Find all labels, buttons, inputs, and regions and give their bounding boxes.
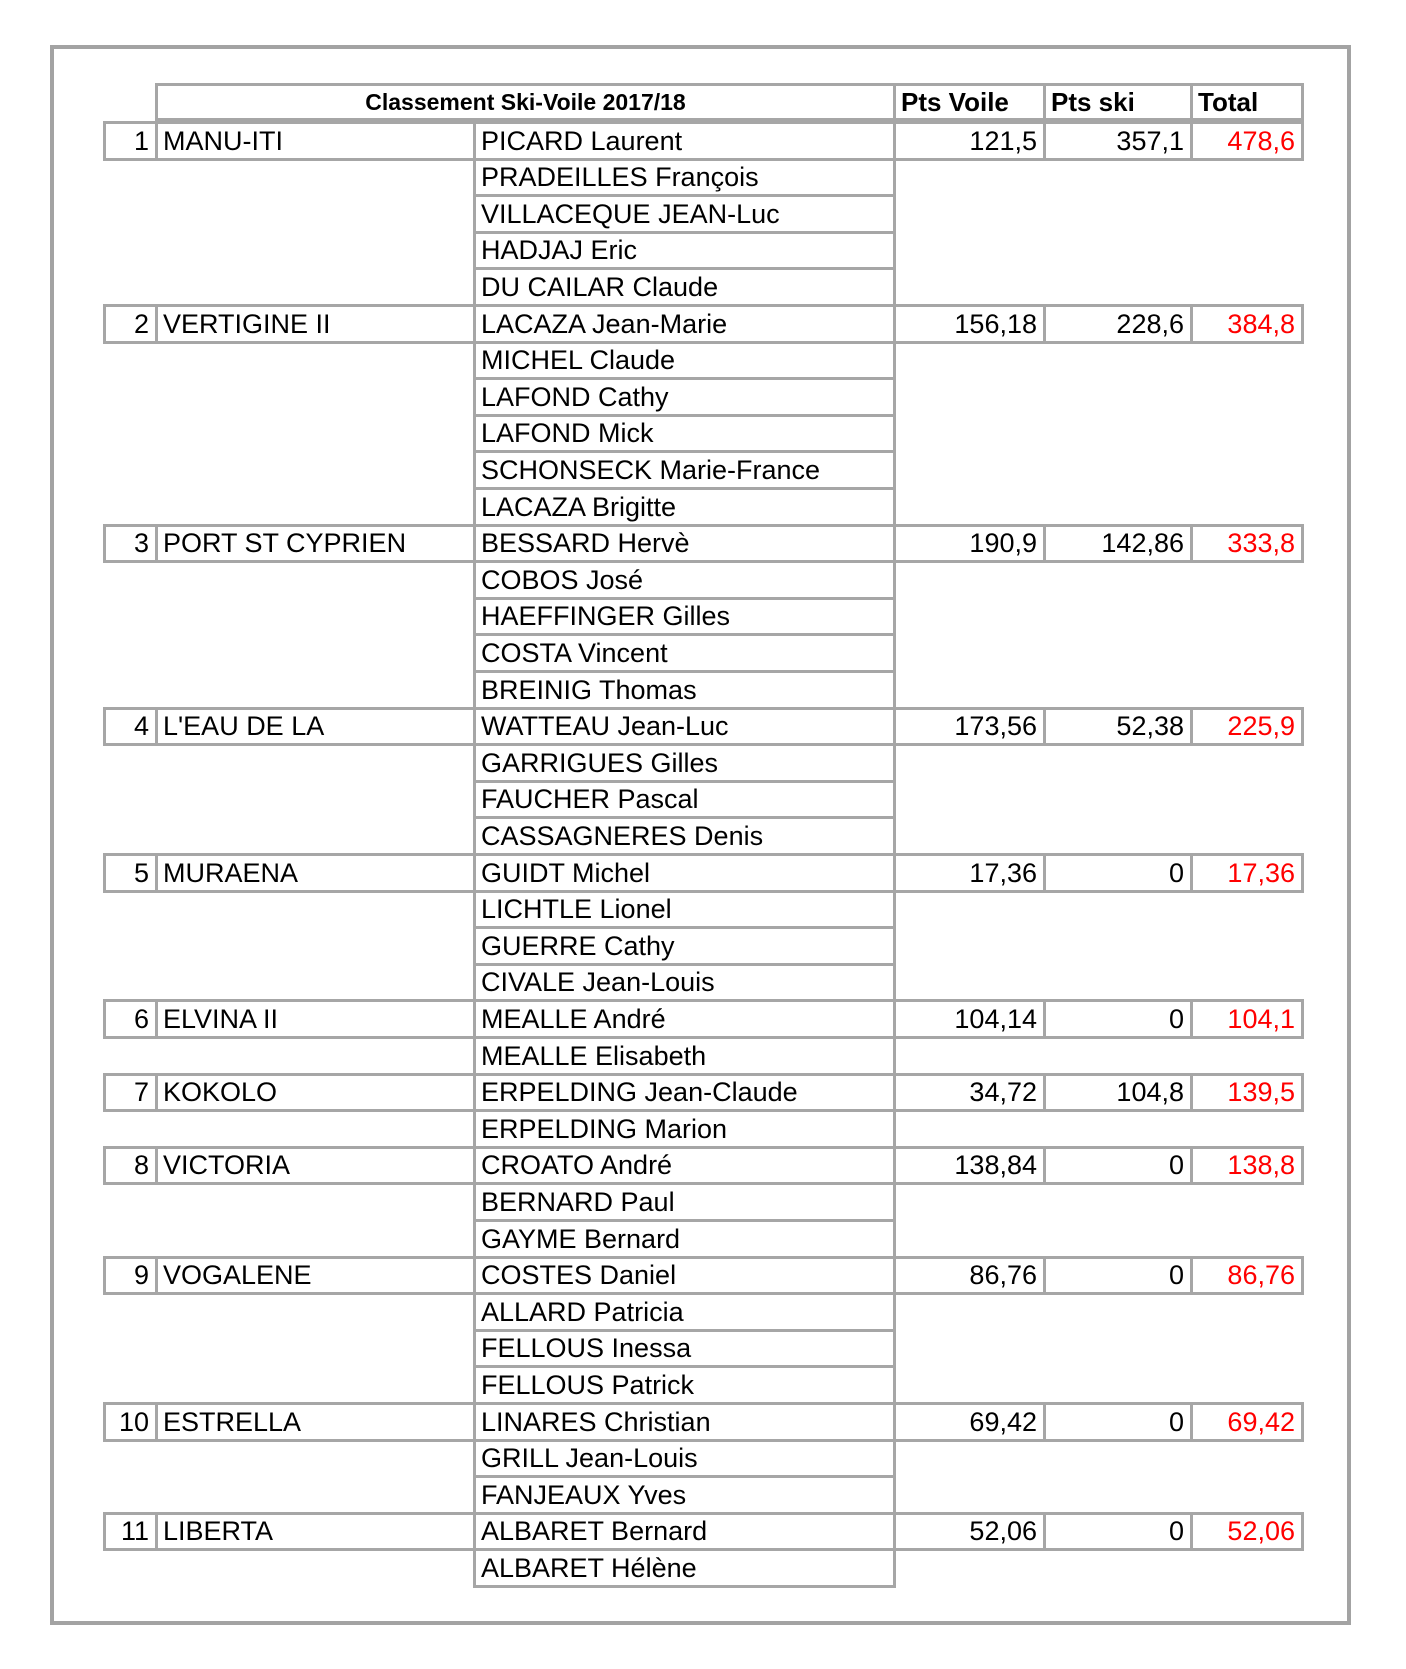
team-pts-voile: 69,42: [893, 1402, 1046, 1442]
team-member: DU CAILAR Claude: [473, 267, 896, 307]
team-member: LAFOND Mick: [473, 414, 896, 453]
team-pts-voile: 17,36: [893, 853, 1046, 893]
team-member: BESSARD Hervè: [473, 524, 896, 563]
team-rank: 8: [103, 1146, 158, 1185]
team-total: 86,76: [1190, 1256, 1304, 1295]
team-pts-voile: 86,76: [893, 1256, 1046, 1295]
team-total: 225,9: [1190, 707, 1304, 746]
team-pts-ski: 0: [1043, 1146, 1193, 1185]
team-member: LAFOND Cathy: [473, 377, 896, 417]
team-member: BERNARD Paul: [473, 1182, 896, 1222]
team-member: GARRIGUES Gilles: [473, 743, 896, 783]
team-boat-name: PORT ST CYPRIEN: [155, 524, 476, 563]
team-member: GUIDT Michel: [473, 853, 896, 893]
team-rank: 4: [103, 707, 158, 746]
team-pts-ski: 0: [1043, 1402, 1193, 1442]
team-member: GUERRE Cathy: [473, 926, 896, 966]
team-boat-name: ELVINA II: [155, 999, 476, 1039]
team-rank: 9: [103, 1256, 158, 1295]
team-total: 52,06: [1190, 1512, 1304, 1551]
team-member: CASSAGNERES Denis: [473, 816, 896, 856]
team-boat-name: MANU-ITI: [155, 121, 476, 161]
team-member: MEALLE Elisabeth: [473, 1036, 896, 1076]
team-member: COBOS José: [473, 560, 896, 600]
team-rank: 2: [103, 304, 158, 344]
header-total: Total: [1190, 83, 1304, 121]
team-member: MEALLE André: [473, 999, 896, 1039]
team-member: VILLACEQUE JEAN-Luc: [473, 194, 896, 234]
team-member: PRADEILLES François: [473, 158, 896, 197]
team-member: FAUCHER Pascal: [473, 780, 896, 819]
team-pts-ski: 357,1: [1043, 121, 1193, 161]
team-pts-voile: 104,14: [893, 999, 1046, 1039]
team-member: HAEFFINGER Gilles: [473, 597, 896, 636]
team-pts-ski: 0: [1043, 853, 1193, 893]
team-member: LINARES Christian: [473, 1402, 896, 1442]
team-rank: 1: [103, 121, 158, 161]
team-total: 104,1: [1190, 999, 1304, 1039]
team-member: MICHEL Claude: [473, 341, 896, 380]
team-total: 478,6: [1190, 121, 1304, 161]
team-pts-voile: 138,84: [893, 1146, 1046, 1185]
team-member: ALBARET Hélène: [473, 1548, 896, 1588]
team-pts-ski: 104,8: [1043, 1073, 1193, 1112]
team-member: ERPELDING Marion: [473, 1109, 896, 1149]
team-boat-name: KOKOLO: [155, 1073, 476, 1112]
table-title: Classement Ski-Voile 2017/18: [155, 83, 896, 121]
team-member: ALBARET Bernard: [473, 1512, 896, 1551]
team-member: LACAZA Jean-Marie: [473, 304, 896, 344]
team-member: CROATO André: [473, 1146, 896, 1185]
team-pts-voile: 173,56: [893, 707, 1046, 746]
team-total: 69,42: [1190, 1402, 1304, 1442]
header-pts-ski: Pts ski: [1043, 83, 1193, 121]
team-member: ALLARD Patricia: [473, 1292, 896, 1332]
header-pts-voile: Pts Voile: [893, 83, 1046, 121]
team-member: CIVALE Jean-Louis: [473, 963, 896, 1002]
team-member: LICHTLE Lionel: [473, 890, 896, 929]
team-rank: 5: [103, 853, 158, 893]
team-rank: 10: [103, 1402, 158, 1442]
team-pts-ski: 52,38: [1043, 707, 1193, 746]
team-member: HADJAJ Eric: [473, 231, 896, 270]
team-total: 139,5: [1190, 1073, 1304, 1112]
team-boat-name: MURAENA: [155, 853, 476, 893]
team-member: WATTEAU Jean-Luc: [473, 707, 896, 746]
team-member: FELLOUS Inessa: [473, 1329, 896, 1368]
team-pts-ski: 0: [1043, 999, 1193, 1039]
team-rank: 6: [103, 999, 158, 1039]
team-rank: 7: [103, 1073, 158, 1112]
team-member: FELLOUS Patrick: [473, 1365, 896, 1405]
team-member: SCHONSECK Marie-France: [473, 450, 896, 490]
team-total: 138,8: [1190, 1146, 1304, 1185]
team-member: PICARD Laurent: [473, 121, 896, 161]
team-member: GRILL Jean-Louis: [473, 1439, 896, 1478]
team-pts-voile: 156,18: [893, 304, 1046, 344]
team-boat-name: VOGALENE: [155, 1256, 476, 1295]
team-pts-ski: 0: [1043, 1256, 1193, 1295]
team-pts-voile: 34,72: [893, 1073, 1046, 1112]
team-total: 333,8: [1190, 524, 1304, 563]
team-total: 17,36: [1190, 853, 1304, 893]
team-member: GAYME Bernard: [473, 1219, 896, 1259]
team-pts-voile: 52,06: [893, 1512, 1046, 1551]
team-rank: 3: [103, 524, 158, 563]
team-member: FANJEAUX Yves: [473, 1475, 896, 1515]
team-pts-ski: 0: [1043, 1512, 1193, 1551]
team-boat-name: VERTIGINE II: [155, 304, 476, 344]
team-pts-ski: 142,86: [1043, 524, 1193, 563]
team-pts-voile: 121,5: [893, 121, 1046, 161]
team-member: COSTA Vincent: [473, 633, 896, 673]
team-pts-ski: 228,6: [1043, 304, 1193, 344]
team-boat-name: ESTRELLA: [155, 1402, 476, 1442]
team-boat-name: LIBERTA: [155, 1512, 476, 1551]
team-rank: 11: [103, 1512, 158, 1551]
team-boat-name: VICTORIA: [155, 1146, 476, 1185]
team-pts-voile: 190,9: [893, 524, 1046, 563]
team-member: BREINIG Thomas: [473, 670, 896, 710]
team-member: COSTES Daniel: [473, 1256, 896, 1295]
team-boat-name: L'EAU DE LA: [155, 707, 476, 746]
team-total: 384,8: [1190, 304, 1304, 344]
team-member: ERPELDING Jean-Claude: [473, 1073, 896, 1112]
team-member: LACAZA Brigitte: [473, 487, 896, 527]
